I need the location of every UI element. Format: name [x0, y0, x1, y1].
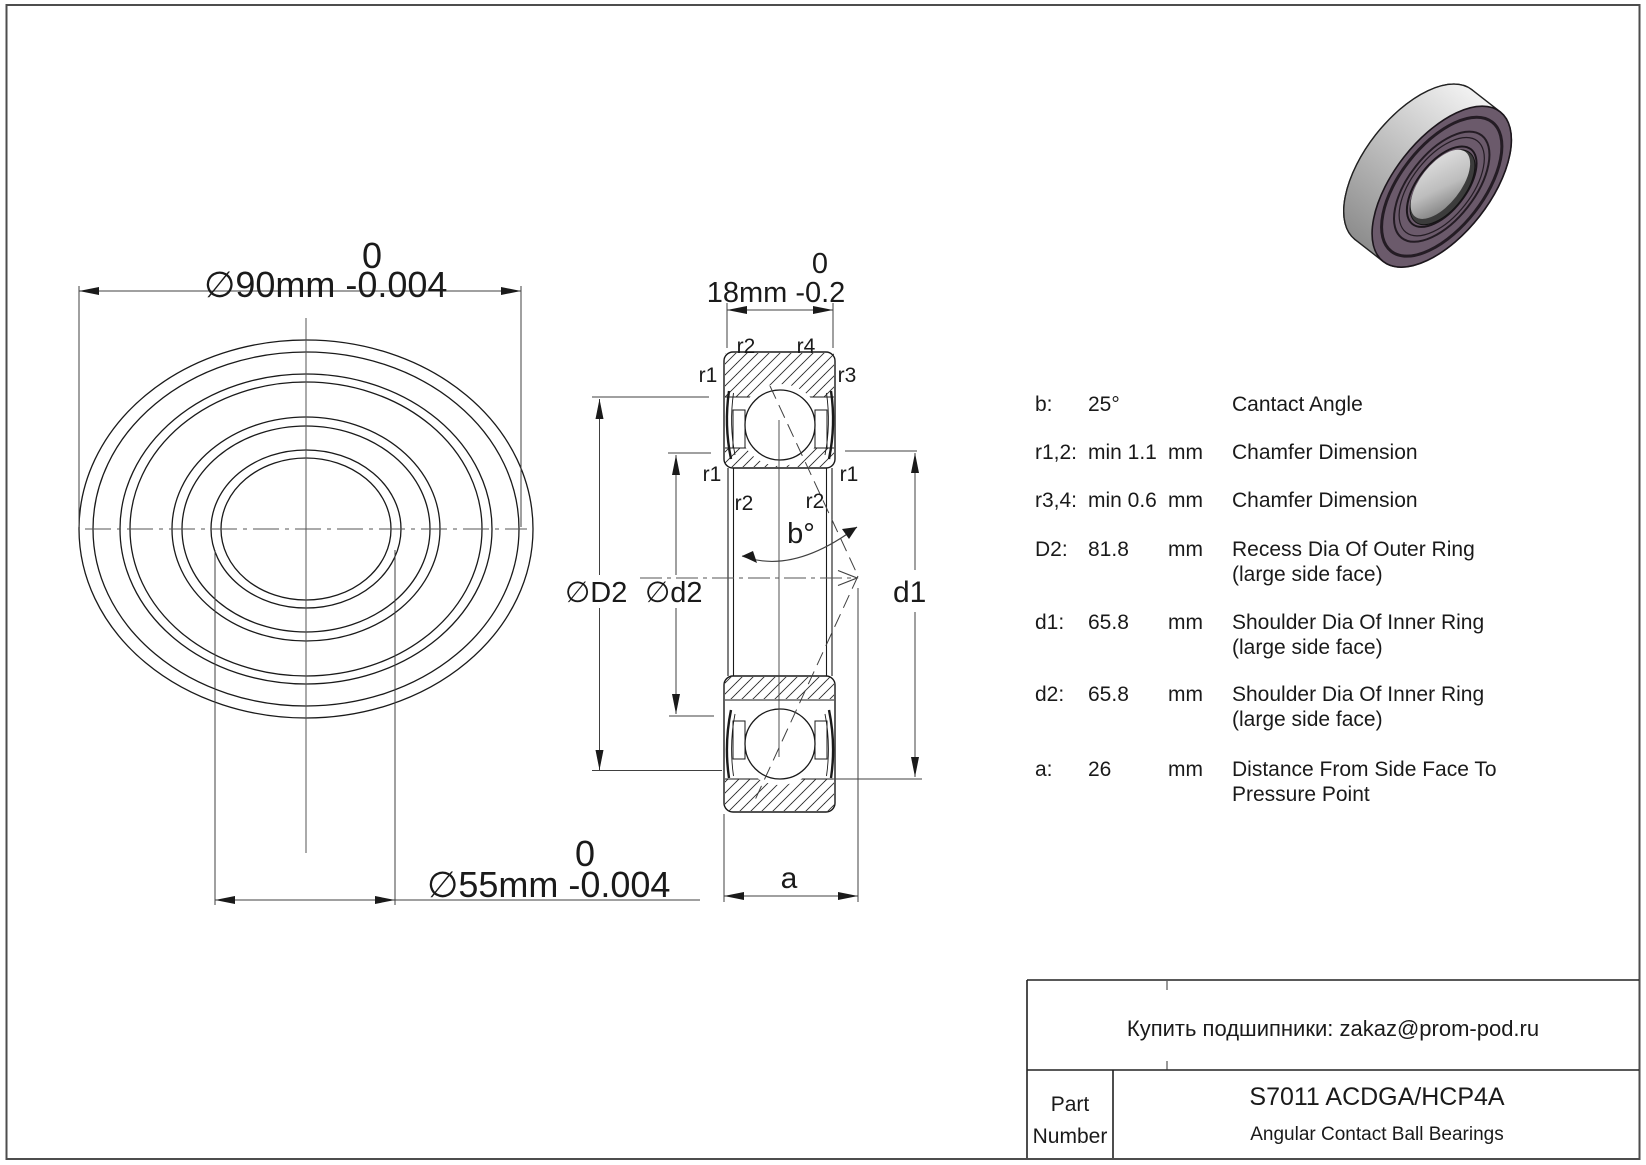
label-r2-top-left: r2	[736, 335, 756, 358]
label-a: a	[780, 862, 798, 895]
spec-key: r1,2:	[1035, 441, 1078, 464]
label-r1-mid-right: r1	[839, 463, 859, 486]
label-b-angle: b°	[787, 518, 815, 550]
spec-desc2: (large side face)	[1232, 636, 1383, 659]
title-block	[1027, 980, 1639, 1158]
spec-desc2: (large side face)	[1232, 708, 1383, 731]
spec-key: d2:	[1035, 683, 1065, 706]
spec-desc2: (large side face)	[1232, 563, 1383, 586]
spec-value: 65.8	[1088, 683, 1129, 706]
od-dimension-label: ∅90mm -0.004	[204, 264, 448, 305]
width-tolerance: 0	[811, 248, 829, 280]
spec-value: min 0.6	[1088, 489, 1157, 512]
bore-dimension-label: ∅55mm -0.004	[427, 864, 671, 905]
width-dimension-label: 18mm -0.2	[706, 277, 846, 309]
spec-value: 65.8	[1088, 611, 1129, 634]
spec-unit: mm	[1168, 758, 1203, 781]
spec-key: b:	[1035, 393, 1053, 416]
width-dimension	[707, 248, 846, 348]
spec-key: a:	[1035, 758, 1053, 781]
spec-unit: mm	[1168, 683, 1203, 706]
ball-bottom	[745, 709, 815, 779]
label-d2: ∅d2	[645, 577, 703, 609]
spec-key: d1:	[1035, 611, 1065, 634]
bearing-3d-render	[1317, 60, 1538, 291]
label-r2-low-right: r2	[805, 490, 825, 513]
spec-value: 81.8	[1088, 538, 1129, 561]
spec-table	[1035, 393, 1497, 806]
spec-unit: mm	[1168, 489, 1203, 512]
spec-desc2: Pressure Point	[1232, 783, 1370, 806]
od-tolerance: 0	[361, 235, 383, 276]
label-d1: d1	[893, 576, 927, 609]
label-r1-mid-left: r1	[702, 463, 722, 486]
label-D2: ∅D2	[565, 577, 628, 609]
label-r2-low-left: r2	[734, 492, 754, 515]
spec-value: min 1.1	[1088, 441, 1157, 464]
front-view-centerlines	[85, 318, 527, 853]
od-dimension	[79, 235, 521, 527]
spec-key: r3,4:	[1035, 489, 1078, 512]
d1-dimension	[833, 451, 922, 779]
spec-desc: Distance From Side Face To	[1232, 758, 1497, 781]
spec-desc: Chamfer Dimension	[1232, 441, 1418, 464]
spec-value: 26	[1088, 758, 1112, 781]
spec-value: 25°	[1088, 393, 1120, 416]
spec-desc: Chamfer Dimension	[1232, 489, 1418, 512]
spec-desc: Shoulder Dia Of Inner Ring	[1232, 611, 1485, 634]
label-r3-right: r3	[837, 364, 857, 387]
spec-unit: mm	[1168, 538, 1203, 561]
ball-top	[745, 390, 815, 460]
spec-desc: Cantact Angle	[1232, 393, 1363, 416]
label-r4-top-right: r4	[796, 335, 816, 358]
label-r1-left: r1	[698, 364, 718, 387]
part-number: S7011 ACDGA/HCP4A	[1249, 1083, 1505, 1111]
part-label-line1: Part	[1050, 1093, 1090, 1116]
bore-tolerance: 0	[574, 833, 596, 874]
spec-desc: Recess Dia Of Outer Ring	[1232, 538, 1475, 561]
spec-key: D2:	[1035, 538, 1068, 561]
part-label-line2: Number	[1032, 1125, 1108, 1148]
spec-unit: mm	[1168, 611, 1203, 634]
part-type: Angular Contact Ball Bearings	[1250, 1124, 1504, 1145]
spec-unit: mm	[1168, 441, 1203, 464]
spec-desc: Shoulder Dia Of Inner Ring	[1232, 683, 1485, 706]
contact-info: Купить подшипники: zakaz@prom-pod.ru	[1126, 1016, 1540, 1041]
